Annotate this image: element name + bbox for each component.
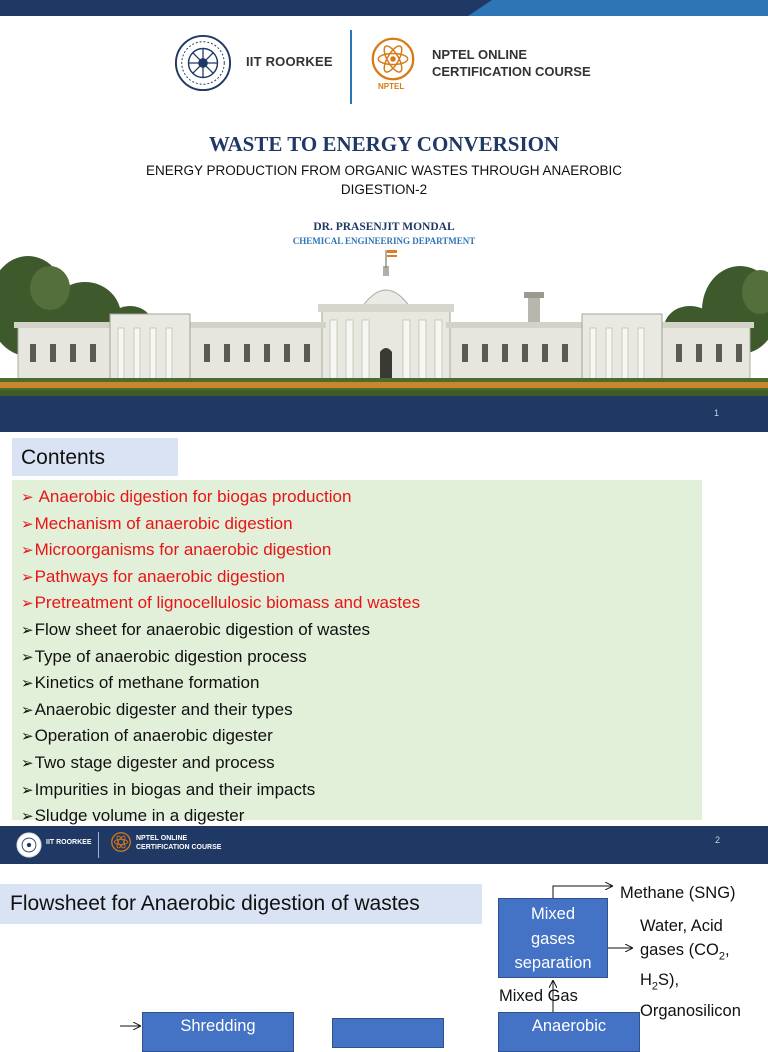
contents-item-text: Pathways for anaerobic digestion: [34, 566, 286, 586]
slide-footer: [0, 396, 768, 432]
contents-item: [21, 511, 702, 538]
iit-roorkee-name: IIT ROORKEE: [246, 54, 333, 69]
title-slide: [0, 0, 768, 432]
contents-item-text: Two stage digester and process: [34, 752, 275, 772]
methane-arrow: [553, 886, 612, 898]
contents-heading: Contents: [12, 438, 178, 476]
contents-slide: [0, 432, 768, 864]
waste-output-line-4: Organosilicon: [640, 1001, 741, 1020]
slide-number: 1: [714, 408, 720, 418]
arrow-bullet-icon: ➢: [21, 621, 34, 639]
contents-item-text: Type of anaerobic digestion process: [34, 646, 307, 666]
mixed-gases-separation-box: [498, 898, 608, 978]
anaerobic-digester-box: Anaerobic: [498, 1012, 640, 1052]
arrow-bullet-icon: ➢: [21, 515, 34, 533]
contents-item: [21, 537, 702, 564]
contents-item: [21, 750, 702, 777]
mixed-box-line-3: separation: [514, 954, 592, 972]
waste-output-line-3-text: H: [640, 971, 652, 990]
contents-item-text: Flow sheet for anaerobic digestion of wastes: [34, 619, 371, 639]
arrow-bullet-icon: ➢: [21, 808, 34, 826]
arrow-bullet-icon: ➢: [21, 675, 34, 693]
waste-output-line-2-text: gases (CO: [640, 941, 719, 959]
footer-nptel-name: [136, 834, 221, 852]
footer-nptel-line-1: NPTEL ONLINE: [136, 835, 188, 842]
footer-iit-roorkee-name: IIT ROORKEE: [46, 839, 92, 846]
contents-item-text: Impurities in biogas and their impacts: [34, 779, 316, 799]
slide-number: 2: [715, 835, 721, 845]
process-unit-box: [332, 1018, 444, 1048]
waste-output-line-2: [640, 938, 741, 968]
contents-item: [21, 670, 702, 697]
footer-divider: [98, 832, 99, 858]
flowsheet-title: Flowsheet for Anaerobic digestion of wastes: [0, 884, 482, 924]
main-building-illustration: [0, 248, 768, 398]
co2-subscript: 2: [718, 950, 725, 963]
arrow-bullet-icon: ➢: [21, 728, 34, 746]
iit-roorkee-seal-icon: [174, 34, 232, 92]
nptel-line-1: NPTEL ONLINE: [432, 47, 528, 62]
waste-output-label: [640, 914, 741, 1023]
top-banner-accent: [468, 0, 768, 16]
contents-item: [21, 777, 702, 804]
contents-item-text: Anaerobic digester and their types: [34, 699, 293, 719]
contents-item: [21, 617, 702, 644]
mixed-box-line-1: Mixed: [530, 905, 575, 923]
h2s-subscript: 2: [651, 980, 659, 993]
contents-item: [21, 644, 702, 671]
arrow-bullet-icon: ➢: [21, 489, 34, 506]
arrow-bullet-icon: ➢: [21, 781, 34, 799]
contents-list: [12, 480, 702, 826]
contents-item: [21, 697, 702, 724]
author-name: DR. PRASENJIT MONDAL: [313, 221, 455, 233]
contents-item-text: Pretreatment of lignocellulosic biomass and wastes: [34, 593, 421, 613]
nptel-line-2: CERTIFICATION COURSE: [432, 64, 591, 79]
nptel-logo-icon: [370, 36, 416, 82]
arrow-bullet-icon: ➢: [21, 568, 34, 586]
contents-item: [21, 564, 702, 591]
nptel-small-label: NPTEL: [378, 82, 405, 91]
waste-output-line-3-end: S),: [658, 971, 680, 990]
mixed-box-line-2: gases: [530, 929, 576, 948]
arrow-bullet-icon: ➢: [21, 701, 34, 719]
contents-item: [21, 484, 702, 511]
department-name: CHEMICAL ENGINEERING DEPARTMENT: [292, 236, 476, 246]
arrow-bullet-icon: ➢: [21, 754, 34, 772]
contents-item-text: Microorganisms for anaerobic digestion: [34, 540, 332, 560]
methane-output-label: Methane (SNG): [620, 884, 736, 902]
logo-row: [170, 30, 610, 106]
logo-divider: [350, 30, 352, 104]
mixed-gas-label: Mixed Gas: [499, 987, 578, 1005]
contents-item-text: Mechanism of anaerobic digestion: [34, 513, 293, 533]
slide-footer: [0, 826, 768, 864]
waste-output-line-1: Water, Acid: [640, 917, 723, 935]
slide-subtitle: ENERGY PRODUCTION FROM ORGANIC WASTES THROUGH ANAEROBIC DIGESTION-2: [145, 163, 623, 197]
arrow-bullet-icon: ➢: [21, 595, 34, 613]
flowsheet-slide: [0, 864, 768, 1035]
iit-roorkee-seal-icon: [16, 832, 42, 858]
arrow-bullet-icon: ➢: [21, 542, 34, 560]
contents-item-text: Anaerobic digestion for biogas production: [38, 487, 352, 506]
contents-item-text: Kinetics of methane formation: [34, 673, 260, 693]
contents-item-text: Operation of anaerobic digester: [34, 726, 273, 746]
arrow-bullet-icon: ➢: [21, 648, 34, 666]
nptel-course-name: [432, 46, 591, 80]
contents-item-text: Sludge volume in a digester: [34, 806, 245, 826]
slide-title: WASTE TO ENERGY CONVERSION: [208, 132, 560, 156]
waste-output-line-3: [640, 968, 741, 998]
waste-output-line-2-end: ,: [724, 941, 730, 959]
footer-nptel-line-2: CERTIFICATION COURSE: [136, 844, 222, 851]
contents-item: [21, 590, 702, 617]
shredding-box: Shredding: [142, 1012, 294, 1052]
contents-item: [21, 723, 702, 750]
nptel-logo-icon: [110, 831, 132, 853]
